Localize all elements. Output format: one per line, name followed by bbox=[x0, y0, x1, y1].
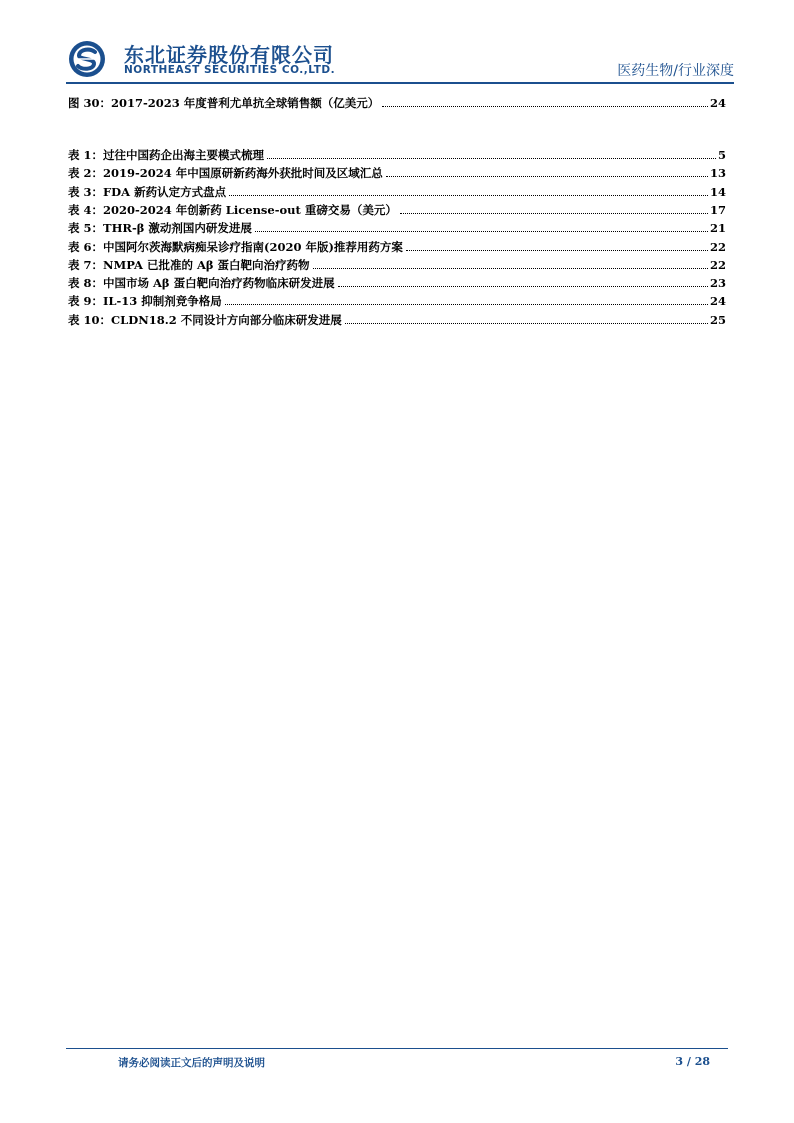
toc-entry-page: 13 bbox=[709, 166, 726, 181]
toc-entry-page: 21 bbox=[709, 221, 726, 236]
toc-entry[interactable] bbox=[68, 199, 726, 217]
report-section-label: 医药生物/行业深度 bbox=[617, 63, 734, 79]
toc-leader-dots bbox=[229, 195, 708, 196]
toc-entry[interactable] bbox=[68, 254, 726, 272]
toc-entry-title: 表 4：2020-2024 年创新药 License-out 重磅交易（美元） bbox=[68, 202, 397, 217]
toc-entry-page: 23 bbox=[709, 276, 726, 291]
toc-entry-page: 17 bbox=[709, 202, 726, 217]
toc-entry-page: 24 bbox=[709, 96, 726, 110]
toc-entry[interactable] bbox=[68, 181, 726, 199]
toc-leader-dots bbox=[255, 231, 708, 232]
toc-entry-title: 表 9：IL-13 抑制剂竞争格局 bbox=[68, 294, 222, 309]
toc-entry-page: 22 bbox=[709, 257, 726, 272]
company-name-cn: 东北证券股份有限公司 bbox=[124, 43, 334, 67]
header-divider bbox=[66, 82, 734, 84]
toc-entry-title: 表 5：THR-β 激动剂国内研发进展 bbox=[68, 221, 252, 236]
page-header bbox=[66, 38, 734, 82]
toc-leader-dots bbox=[313, 268, 708, 269]
toc-entry-title: 图 30：2017-2023 年度普利尤单抗全球销售额（亿美元） bbox=[68, 96, 380, 110]
toc-entry[interactable] bbox=[68, 290, 726, 308]
toc-entry-title: 表 1：过往中国药企出海主要模式梳理 bbox=[68, 148, 265, 162]
toc-entry-title: 表 7：NMPA 已批准的 Aβ 蛋白靶向治疗药物 bbox=[68, 257, 310, 272]
toc-leader-dots bbox=[382, 106, 708, 107]
toc-entry[interactable] bbox=[68, 272, 726, 290]
toc-leader-dots bbox=[400, 213, 708, 214]
toc-entry[interactable] bbox=[68, 92, 726, 110]
toc-entry-title: 表 2：2019-2024 年中国原研新药海外获批时间及区域汇总 bbox=[68, 166, 383, 181]
toc-leader-dots bbox=[406, 250, 708, 251]
toc-entry-page: 25 bbox=[709, 312, 726, 327]
toc-entry[interactable] bbox=[68, 217, 726, 235]
toc-leader-dots bbox=[345, 323, 708, 324]
toc-entry-page: 24 bbox=[709, 294, 726, 309]
company-logo-icon bbox=[68, 40, 106, 78]
toc-entry-page: 22 bbox=[709, 239, 726, 254]
toc-entry-title: 表 8：中国市场 Aβ 蛋白靶向治疗药物临床研发进展 bbox=[68, 276, 335, 291]
toc-entry-title: 表 6：中国阿尔茨海默病痴呆诊疗指南(2020 年版)推荐用药方案 bbox=[68, 239, 403, 254]
toc-leader-dots bbox=[386, 176, 708, 177]
toc-entry[interactable] bbox=[68, 162, 726, 180]
toc-leader-dots bbox=[267, 158, 716, 159]
toc-leader-dots bbox=[225, 304, 708, 305]
toc-entry[interactable] bbox=[68, 236, 726, 254]
toc-entry[interactable] bbox=[68, 309, 726, 327]
toc-entry-page: 5 bbox=[717, 148, 726, 162]
company-name-en: NORTHEAST SECURITIES CO.,LTD. bbox=[124, 64, 336, 76]
footer-divider bbox=[66, 1048, 728, 1049]
toc-entry[interactable] bbox=[68, 144, 726, 162]
toc-leader-dots bbox=[338, 286, 708, 287]
toc-entry-title: 表 3：FDA 新药认定方式盘点 bbox=[68, 184, 227, 199]
footer-disclaimer: 请务必阅读正文后的声明及说明 bbox=[118, 1057, 265, 1069]
page-number: 3 / 28 bbox=[675, 1055, 710, 1068]
toc-entry-title: 表 10：CLDN18.2 不同设计方向部分临床研发进展 bbox=[68, 312, 342, 327]
toc-entry-page: 14 bbox=[709, 184, 726, 199]
